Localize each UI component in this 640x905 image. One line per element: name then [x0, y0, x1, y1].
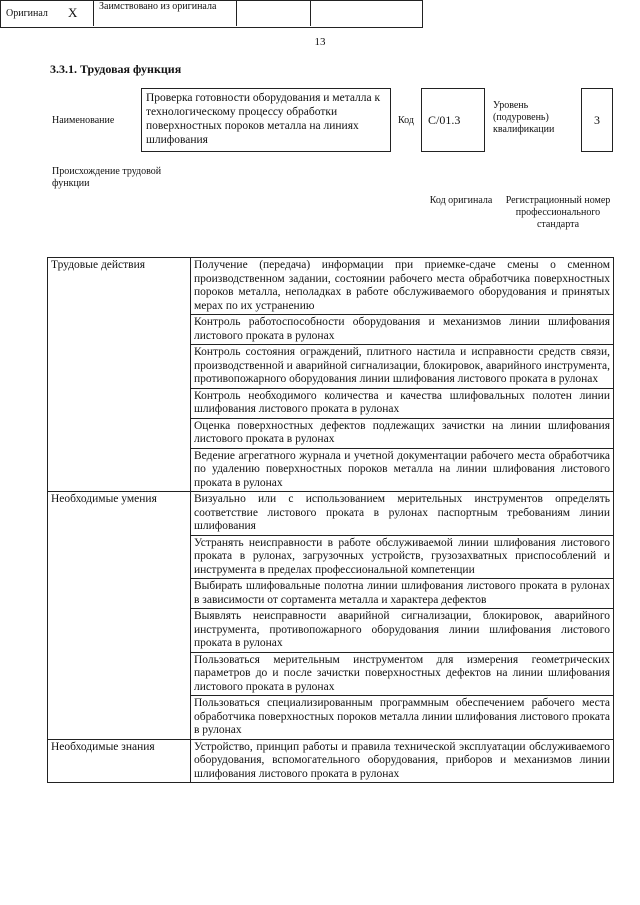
table-cell: Контроль работоспособности оборудования и механизмов линии шлифования листового проката в рулонах [191, 315, 614, 345]
table-cell: Ведение агрегатного журнала и учетной документации рабочего места обработчика по удалению поверхностных пороков металла на линии шлифования листового проката в рулонах [191, 448, 614, 492]
name-label: Наименование [52, 115, 115, 126]
borrowed-label: Заимствовано из оригинала [99, 1, 217, 12]
origin-label: Происхождение трудовой функции [52, 166, 162, 189]
section-title-required-knowledge: Необходимые знания [48, 739, 191, 783]
section-title: 3.3.1. Трудовая функция [50, 62, 182, 76]
table-cell: Получение (передача) информации при приемке-сдаче смены о сменном производственном задании, состоянии рабочего места обработчика поверхностных пороков металла, неполадках в работе обслуживаемого оборудования и принятых мерах по их устранению [191, 258, 614, 315]
table-cell: Визуально или с использованием мерительных инструментов определять соответствие листового проката в рулонах паспортным требованиям линии шлифования [191, 492, 614, 536]
origin-divider [93, 0, 94, 26]
function-name-value: Проверка готовности оборудования и металла к технологическому процессу обработки поверхностных пороков металла на линиях шлифования [141, 88, 391, 152]
page-number: 13 [314, 36, 326, 48]
section-title-required-skills: Необходимые умения [48, 492, 191, 740]
qualification-level-label: Уровень (подуровень) квалификации [493, 100, 555, 135]
table-cell: Выявлять неисправности аварийной сигнализации, блокировок, аварийного инструмента, противопожарного оборудования линии шлифования листового проката в рулонах [191, 609, 614, 653]
function-code-value: C/01.3 [421, 88, 485, 152]
table-cell: Пользоваться специализированным программным обеспечением рабочего места обработчика поверхностных пороков металла линии шлифования листового проката в рулонах [191, 696, 614, 740]
code-original-label: Код оригинала [429, 195, 493, 206]
table-cell: Контроль необходимого количества и качества шлифовальных полотен линии шлифования листового проката в рулонах [191, 388, 614, 418]
qualification-level-value: 3 [581, 88, 613, 152]
table-cell: Оценка поверхностных дефектов подлежащих зачистки на линии шлифования листового проката в рулонах [191, 418, 614, 448]
table-cell: Выбирать шлифовальные полотна линии шлифования листового проката в рулонах в зависимости от сортамента металла и характера дефектов [191, 579, 614, 609]
function-details-table [47, 257, 614, 783]
code-label: Код [398, 115, 414, 126]
table-cell: Контроль состояния ограждений, плитного настила и исправности средств связи, производственной и аварийной сигнализации, блокировок, аварийного инструмента, противопожарного оборудования линии шлифования листового проката в рулонах [191, 345, 614, 389]
table-cell: Устранять неисправности в работе обслуживаемой линии шлифования листового проката в рулонах, загрузочных устройств, грузозахватных приспособлений и инструмента в пределах профессиональной компетенции [191, 535, 614, 579]
table-row [48, 258, 614, 315]
origin-divider [236, 0, 237, 26]
section-title-labor-actions: Трудовые действия [48, 258, 191, 492]
reg-number-label: Регистрационный номер профессионального стандарта [505, 195, 611, 230]
origin-table [0, 0, 423, 28]
original-mark: X [68, 5, 78, 20]
table-row [48, 739, 614, 783]
table-row [48, 492, 614, 536]
original-label: Оригинал [6, 8, 48, 19]
table-cell: Устройство, принцип работы и правила технической эксплуатации обслуживаемого оборудования, вспомогательного оборудования, приборов и механизмов линии шлифования листового проката в рулонах [191, 739, 614, 783]
origin-divider [310, 0, 311, 26]
table-cell: Пользоваться мерительным инструментом для измерения геометрических параметров до и после зачистки поверхностных дефектов на линии шлифования листового проката в рулонах [191, 652, 614, 696]
